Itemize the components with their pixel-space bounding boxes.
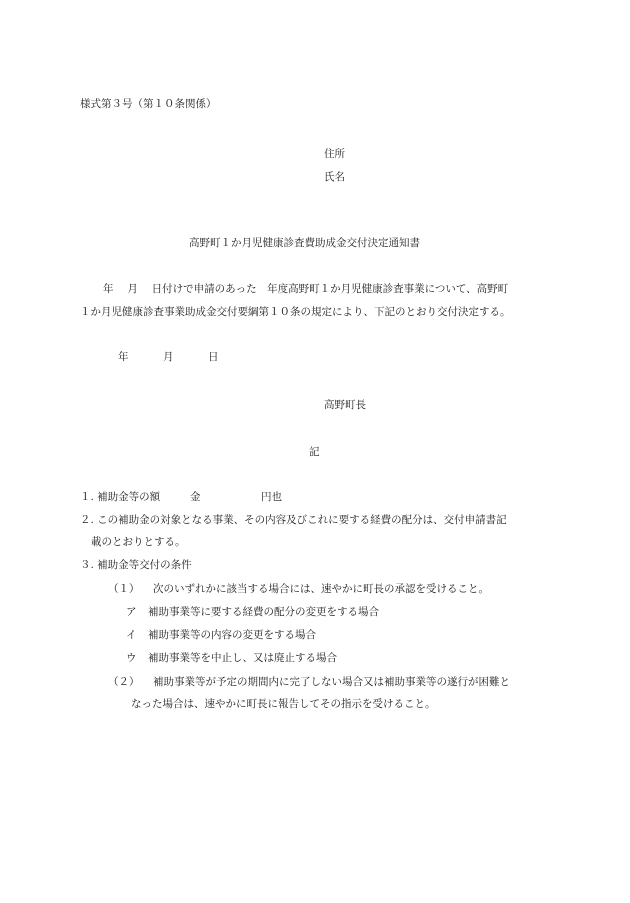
condition-2-line-2: なった場合は、速やかに町長に報告してその指示を受けること。 xyxy=(131,698,436,710)
sub-item-i-label: イ xyxy=(126,629,137,641)
date-day: 日 xyxy=(208,351,219,363)
sub-item-i-text: 補助事業等の内容の変更をする場合 xyxy=(148,629,316,641)
sub-item-a-text: 補助事業等に要する経費の配分の変更をする場合 xyxy=(148,606,379,618)
condition-2-label: （２） xyxy=(108,676,140,688)
sub-item-u-text: 補助事業等を中止し、又は廃止する場合 xyxy=(148,652,337,664)
condition-2-line-1: 補助事業等が予定の期間内に完了しない場合又は補助事業等の遂行が困難と xyxy=(153,676,510,688)
item-1-yen: 円也 xyxy=(261,491,282,503)
body-line-1: 年 月 日付けで申請のあった 年度高野町１か月児健康診査事業について、高野町 xyxy=(103,283,509,295)
sub-item-u-label: ウ xyxy=(126,652,137,664)
address-label: 住所 xyxy=(324,148,345,160)
body-line-2: １か月児健康診査事業助成金交付要綱第１０条の規定により、下記のとおり交付決定する。 xyxy=(80,306,511,318)
document-title: 高野町１か月児健康診査費助成金交付決定通知書 xyxy=(189,237,420,249)
form-number: 様式第３号（第１０条関係） xyxy=(80,98,217,110)
sub-item-a-label: ア xyxy=(126,606,137,618)
date-year: 年 xyxy=(118,351,129,363)
date-month: 月 xyxy=(163,351,174,363)
ki-heading: 記 xyxy=(309,446,320,458)
item-2-line-2: 載のとおりとする。 xyxy=(91,536,186,548)
condition-1-text: 次のいずれかに該当する場合には、速やかに町長の承認を受けること。 xyxy=(153,583,489,595)
item-1-kin: 金 xyxy=(190,491,201,503)
item-1-label: １. 補助金等の額 xyxy=(80,491,161,503)
issuer-name: 高野町長 xyxy=(324,399,366,411)
condition-1-label: （１） xyxy=(108,583,140,595)
name-label: 氏名 xyxy=(324,171,345,183)
item-3-label: ３. 補助金等交付の条件 xyxy=(80,559,192,571)
item-2-line-1: ２. この補助金の対象となる事業、その内容及びこれに要する経費の配分は、交付申請書記 xyxy=(80,514,507,526)
